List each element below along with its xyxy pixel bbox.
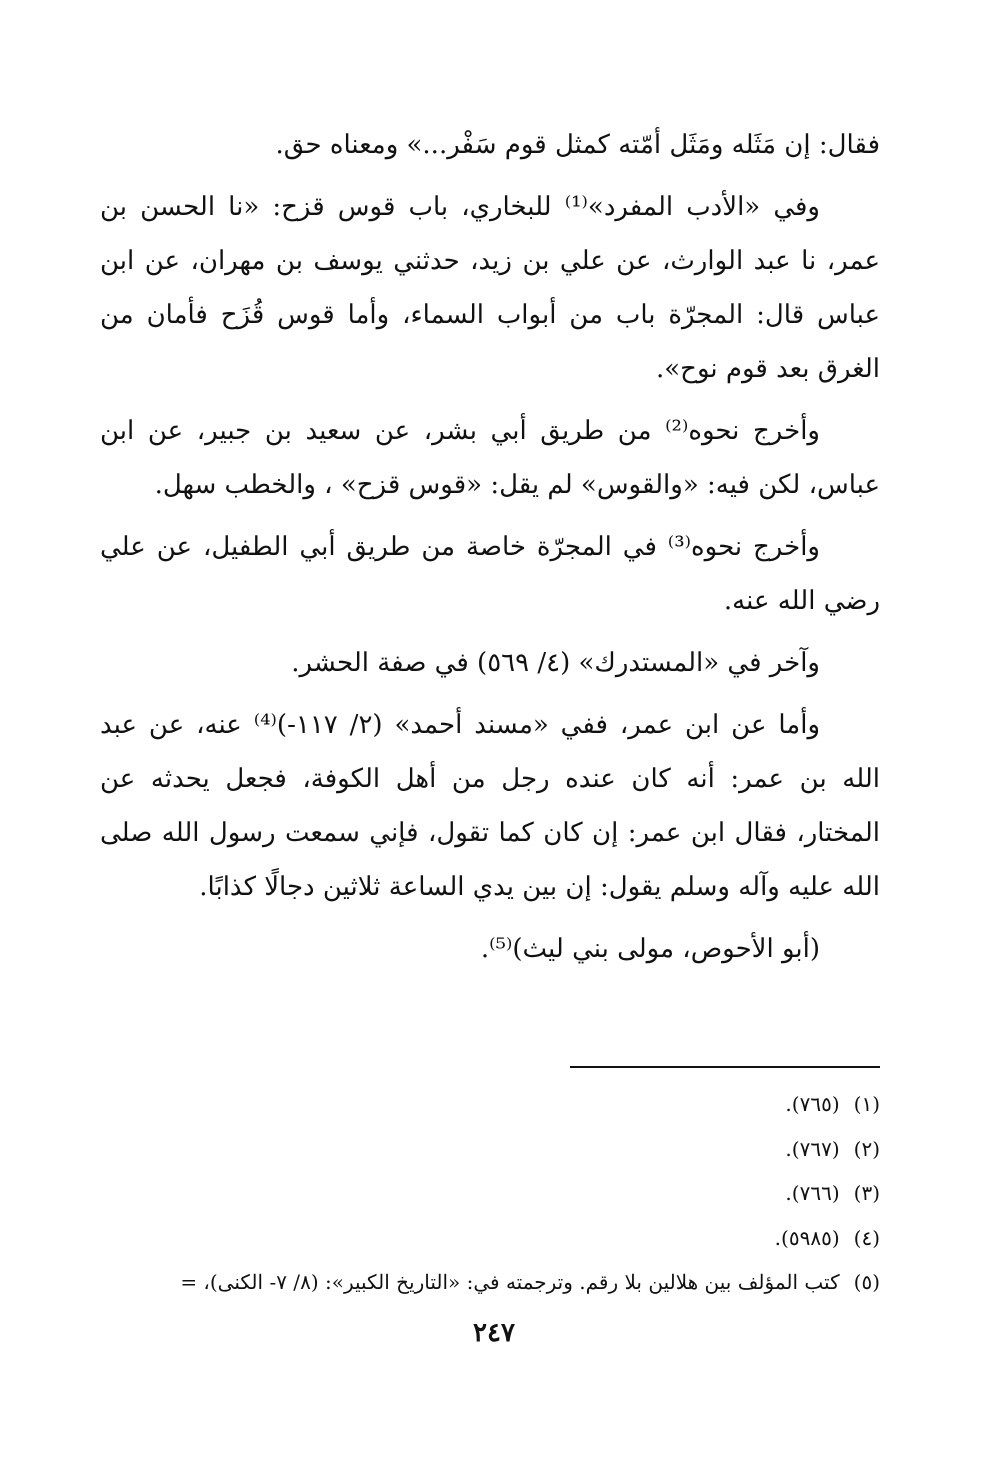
paragraph-3: وأخرج نحوه⁽²⁾ من طريق أبي بشر، عن سعيد بن جبير، عن ابن عباس، لكن فيه: «والقوس» لم يقل: «قوس قزح» ، والخطب سهل. (100, 416, 880, 500)
paragraph-1: فقال: إن مَثَله ومَثَل أمّته كمثل قوم سَفْر...» ومعناه حق. (275, 130, 880, 160)
page-number: ٢٤٧ (473, 1318, 515, 1348)
footnote-number: (١) (853, 1092, 880, 1116)
paragraph-5: وآخر في «المستدرك» (٤/ ٥٦٩) في صفة الحشر. (291, 648, 820, 678)
footnote-2 (100, 1127, 880, 1172)
footnote-4 (100, 1216, 880, 1261)
footnote-1 (100, 1082, 880, 1127)
footnote-text: (٧٦٦). (785, 1181, 840, 1205)
footnote-number: (٥) (853, 1270, 880, 1294)
main-text (100, 118, 880, 984)
paragraph-7: (أبو الأحوص، مولى بني ليث)⁽⁵⁾. (480, 934, 820, 964)
footnotes (100, 1082, 880, 1305)
footnote-text: (٥٩٨٥). (774, 1225, 840, 1250)
paragraph-6: وأما عن ابن عمر، ففي «مسند أحمد» (٢/ ١١٧-)⁽⁴⁾ عنه، عن عبد الله بن عمر: أنه كان عنده رجل من أهل الكوفة، فجعل يحدثه عن المختار، فقال ابن عمر: إن كان كما تقول، فإني سمعت رسول الله صلى الله عليه وآله وسلم يقول: إن بين يدي الساعة ثلاثين دجالًا كذابًا. (100, 710, 880, 902)
footnote-text: كتب المؤلف بين هلالين بلا رقم. وترجمته في: «التاريخ الكبير»: (٨/ ٧- الكنى)، = (180, 1270, 840, 1294)
footnote-divider (570, 1066, 880, 1068)
footnote-text: (٧٦٥). (785, 1092, 840, 1116)
footnote-number: (٣) (853, 1181, 880, 1205)
footnote-number: (٢) (853, 1136, 880, 1161)
footnote-5 (100, 1260, 880, 1305)
footnote-3 (100, 1171, 880, 1216)
footnote-number: (٤) (853, 1225, 880, 1250)
paragraph-2: وفي «الأدب المفرد»⁽¹⁾ للبخاري، باب قوس قزح: «نا الحسن بن عمر، نا عبد الوارث، عن علي بن زيد، حدثني يوسف بن مهران، عن ابن عباس قال: المجرّة باب من أبواب السماء، وأما قوس قُزَح فأمان من الغرق بعد قوم نوح». (100, 192, 880, 384)
footnote-text: (٧٦٧). (785, 1136, 840, 1161)
paragraph-4: وأخرج نحوه⁽³⁾ في المجرّة خاصة من طريق أبي الطفيل، عن علي رضي الله عنه. (100, 532, 880, 616)
